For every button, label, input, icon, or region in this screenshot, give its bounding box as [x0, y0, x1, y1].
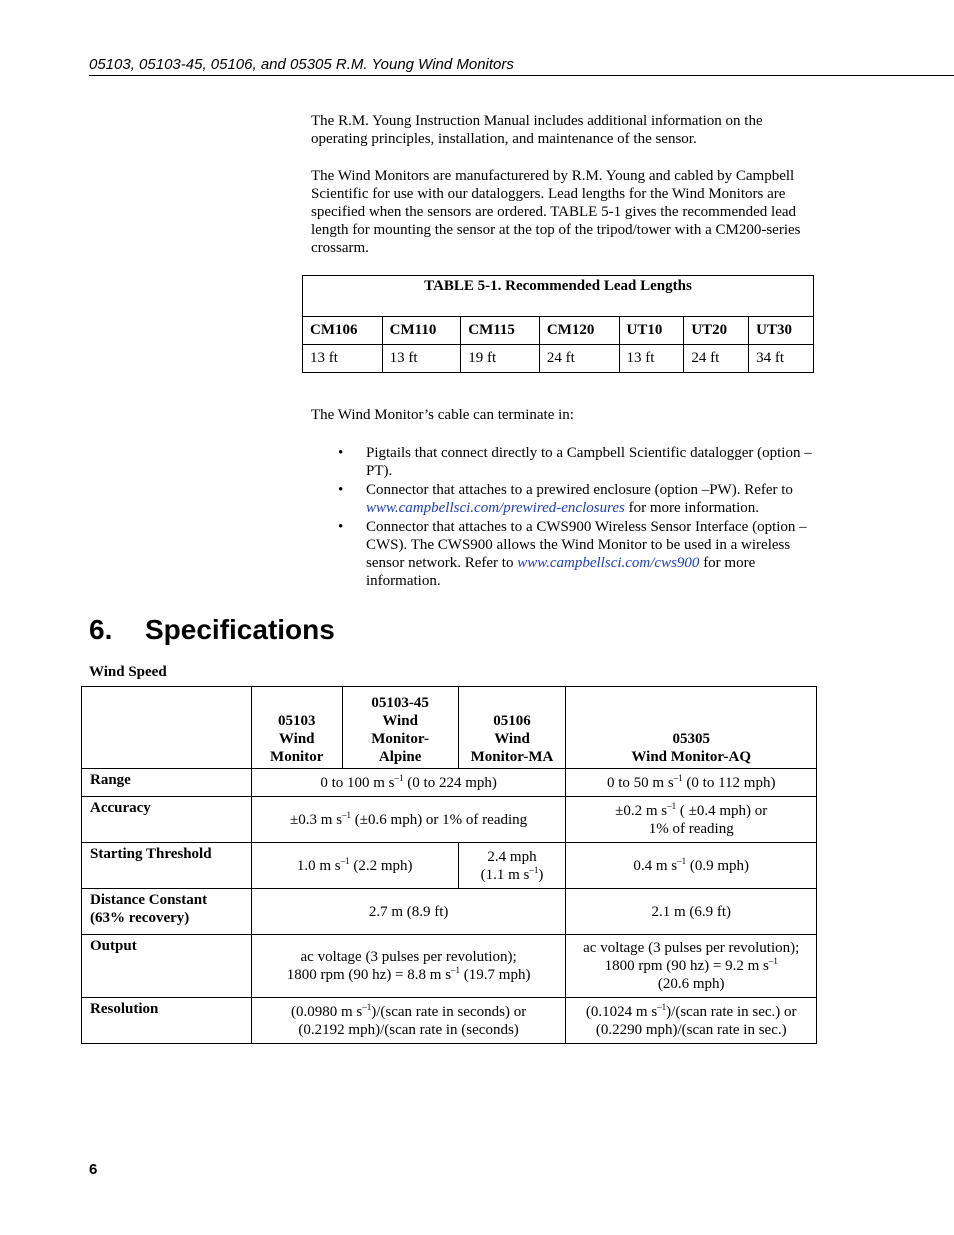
row-label: Starting Threshold [82, 843, 252, 889]
table-header-cell: CM110 [382, 317, 461, 345]
exponent: –1 [362, 1001, 372, 1012]
bullet-icon: • [338, 482, 344, 498]
exponent: –1 [342, 809, 352, 820]
header-line: Wind [278, 731, 315, 747]
table-header-cell: UT30 [749, 317, 814, 345]
table-cell: 2.1 m (6.9 ft) [566, 889, 817, 935]
exponent: –1 [673, 772, 683, 783]
intro-paragraph-2: The Wind Monitors are manufacturered by R.M. Young and cabled by Campbell Scientific for use with our dataloggers. Lead lengths for the Wind Monitors are specified when the sensors are ordered. TABLE 5-1 gives the recommended lead length for mounting the sensor at the top of the tripod/tower with a CM200-series crossarm. [311, 168, 801, 256]
table-cell [251, 935, 566, 998]
header-line: Monitor- [371, 731, 429, 747]
row-label [82, 889, 252, 935]
intro-paragraph-1: The R.M. Young Instruction Manual includes additional information on the operating principles, installation, and maintenance of the sensor. [311, 113, 763, 147]
table-row [303, 345, 814, 373]
table-cell [566, 935, 817, 998]
cell-text: (2.2 mph) [349, 857, 413, 874]
cell-text: ac voltage (3 pulses per revolution); [300, 949, 517, 965]
list-item-text: for more information. [624, 500, 759, 516]
header-line: Monitor-MA [470, 749, 554, 765]
table-header-cell-05103-45 [342, 687, 458, 769]
table-cell: 13 ft [619, 345, 684, 373]
list-item [338, 518, 813, 590]
table-cell [566, 797, 817, 843]
row-label: Output [82, 935, 252, 998]
cell-text: (0 to 224 mph) [403, 774, 497, 791]
list-item-text: Pigtails that connect directly to a Campbell Scientific datalogger (option –PT). [366, 445, 812, 479]
header-line: Alpine [378, 749, 422, 765]
cell-text: 0.4 m s [633, 857, 678, 874]
table-header-cell-05106 [458, 687, 566, 769]
page-number: 6 [89, 1161, 98, 1178]
table-header-cell: CM120 [539, 317, 619, 345]
table-row-range [82, 769, 817, 797]
table-cell [566, 843, 817, 889]
cell-text: ac voltage (3 pulses per revolution); [583, 940, 800, 956]
table-cell [251, 998, 566, 1044]
table-header-cell: UT10 [619, 317, 684, 345]
row-label: Accuracy [82, 797, 252, 843]
table-caption: TABLE 5-1. Recommended Lead Lengths [303, 276, 814, 317]
table-header-cell [82, 687, 252, 769]
header-line: Wind Monitor-AQ [631, 749, 752, 765]
running-header: 05103, 05103-45, 05106, and 05305 R.M. Young Wind Monitors [89, 56, 954, 76]
wind-speed-heading: Wind Speed [89, 664, 167, 680]
cell-text: 0 to 50 m s [606, 774, 674, 791]
table-cell: 13 ft [303, 345, 383, 373]
exponent: –1 [667, 800, 677, 811]
cell-text: (1.1 m s [480, 866, 530, 883]
wind-speed-spec-table [81, 686, 817, 1044]
list-item-text: for more information. [366, 555, 756, 589]
lead-length-table [302, 275, 814, 373]
list-item-text: Connector that attaches to a prewired enclosure (option –PW). Refer to [366, 482, 793, 498]
table-cell: 24 ft [684, 345, 749, 373]
table-row-resolution [82, 998, 817, 1044]
table-header-row [303, 317, 814, 345]
section-title: Specifications [145, 614, 335, 645]
cell-text: ) [538, 866, 544, 883]
cable-options-list [338, 444, 813, 591]
cell-text: (20.6 mph) [657, 976, 725, 992]
cell-text: (0.1024 m s [585, 1003, 658, 1020]
header-line: Monitor [270, 749, 324, 765]
row-label-line: (63% recovery) [90, 910, 190, 926]
table-header-cell: UT20 [684, 317, 749, 345]
row-label-line: Distance Constant [90, 892, 208, 908]
cell-text: (0.2192 mph)/(scan rate in (seconds) [298, 1021, 519, 1038]
row-label: Resolution [82, 998, 252, 1044]
table-header-cell: CM106 [303, 317, 383, 345]
table-cell [251, 769, 566, 797]
exponent: –1 [657, 1001, 667, 1012]
section-heading [89, 614, 335, 646]
bullet-icon: • [338, 519, 344, 535]
header-line: 05106 [493, 713, 531, 729]
table-cell: 34 ft [749, 345, 814, 373]
cell-text: 1.0 m s [296, 857, 341, 874]
cell-text: )/(scan rate in seconds) or [371, 1003, 527, 1020]
table-header-cell-05305 [566, 687, 817, 769]
list-item [338, 444, 813, 480]
table-cell [566, 998, 817, 1044]
exponent: –1 [529, 864, 539, 875]
header-line: 05305 [672, 731, 710, 747]
cell-text: ( ±0.4 mph) or [676, 802, 768, 819]
cell-text: 2.4 mph [487, 848, 537, 865]
cell-text: (0.9 mph) [686, 857, 750, 874]
cell-text: (±0.6 mph) or 1% of reading [351, 811, 528, 828]
header-line: Wind [382, 713, 418, 729]
table-cell: 13 ft [382, 345, 461, 373]
table-row-distance [82, 889, 817, 935]
cable-intro: The Wind Monitor’s cable can terminate in: [311, 407, 574, 423]
table-cell [458, 843, 566, 889]
cell-text: ±0.2 m s [615, 802, 668, 819]
exponent: –1 [451, 965, 461, 975]
exponent: –1 [340, 855, 350, 866]
table-cell [251, 797, 566, 843]
exponent: –1 [677, 855, 687, 866]
cell-text: ±0.3 m s [290, 811, 343, 828]
table-cell [566, 769, 817, 797]
prewired-enclosures-link[interactable]: www.campbellsci.com/prewired-enclosures [366, 500, 625, 516]
table-row-threshold [82, 843, 817, 889]
header-line: Wind [494, 731, 530, 747]
bullet-icon: • [338, 445, 344, 461]
list-item-text: Connector that attaches to a CWS900 Wireless Sensor Interface (option –CWS). The CWS900 allows the Wind Monitor to be used in a wireless sensor network. Refer to [366, 519, 807, 571]
row-label: Range [82, 769, 252, 797]
table-cell [251, 843, 458, 889]
table-row-accuracy [82, 797, 817, 843]
cell-text: (0.2290 mph)/(scan rate in sec.) [595, 1021, 787, 1038]
table-header-cell: CM115 [461, 317, 540, 345]
table-row-output [82, 935, 817, 998]
table-cell: 24 ft [539, 345, 619, 373]
cell-text: (0.0980 m s [291, 1003, 363, 1020]
list-item [338, 481, 813, 517]
cell-text: (19.7 mph) [460, 967, 531, 983]
table-cell: 2.7 m (8.9 ft) [251, 889, 566, 935]
exponent: –1 [768, 956, 778, 966]
cell-text: (0 to 112 mph) [682, 774, 776, 791]
header-line: 05103 [277, 713, 316, 729]
cell-text: 1% of reading [648, 820, 734, 837]
section-number: 6. [89, 614, 113, 645]
cell-text: 1800 rpm (90 hz) = 8.8 m s [286, 967, 452, 983]
table-header-cell-05103 [251, 687, 342, 769]
header-line: 05103-45 [371, 695, 429, 711]
cws900-link[interactable]: www.campbellsci.com/cws900 [517, 555, 700, 571]
cell-text: )/(scan rate in sec.) or [666, 1003, 797, 1020]
exponent: –1 [394, 772, 404, 783]
table-header-row [82, 687, 817, 769]
cell-text: 0 to 100 m s [320, 774, 395, 791]
cell-text: 1800 rpm (90 hz) = 9.2 m s [604, 958, 769, 974]
table-cell: 19 ft [461, 345, 540, 373]
